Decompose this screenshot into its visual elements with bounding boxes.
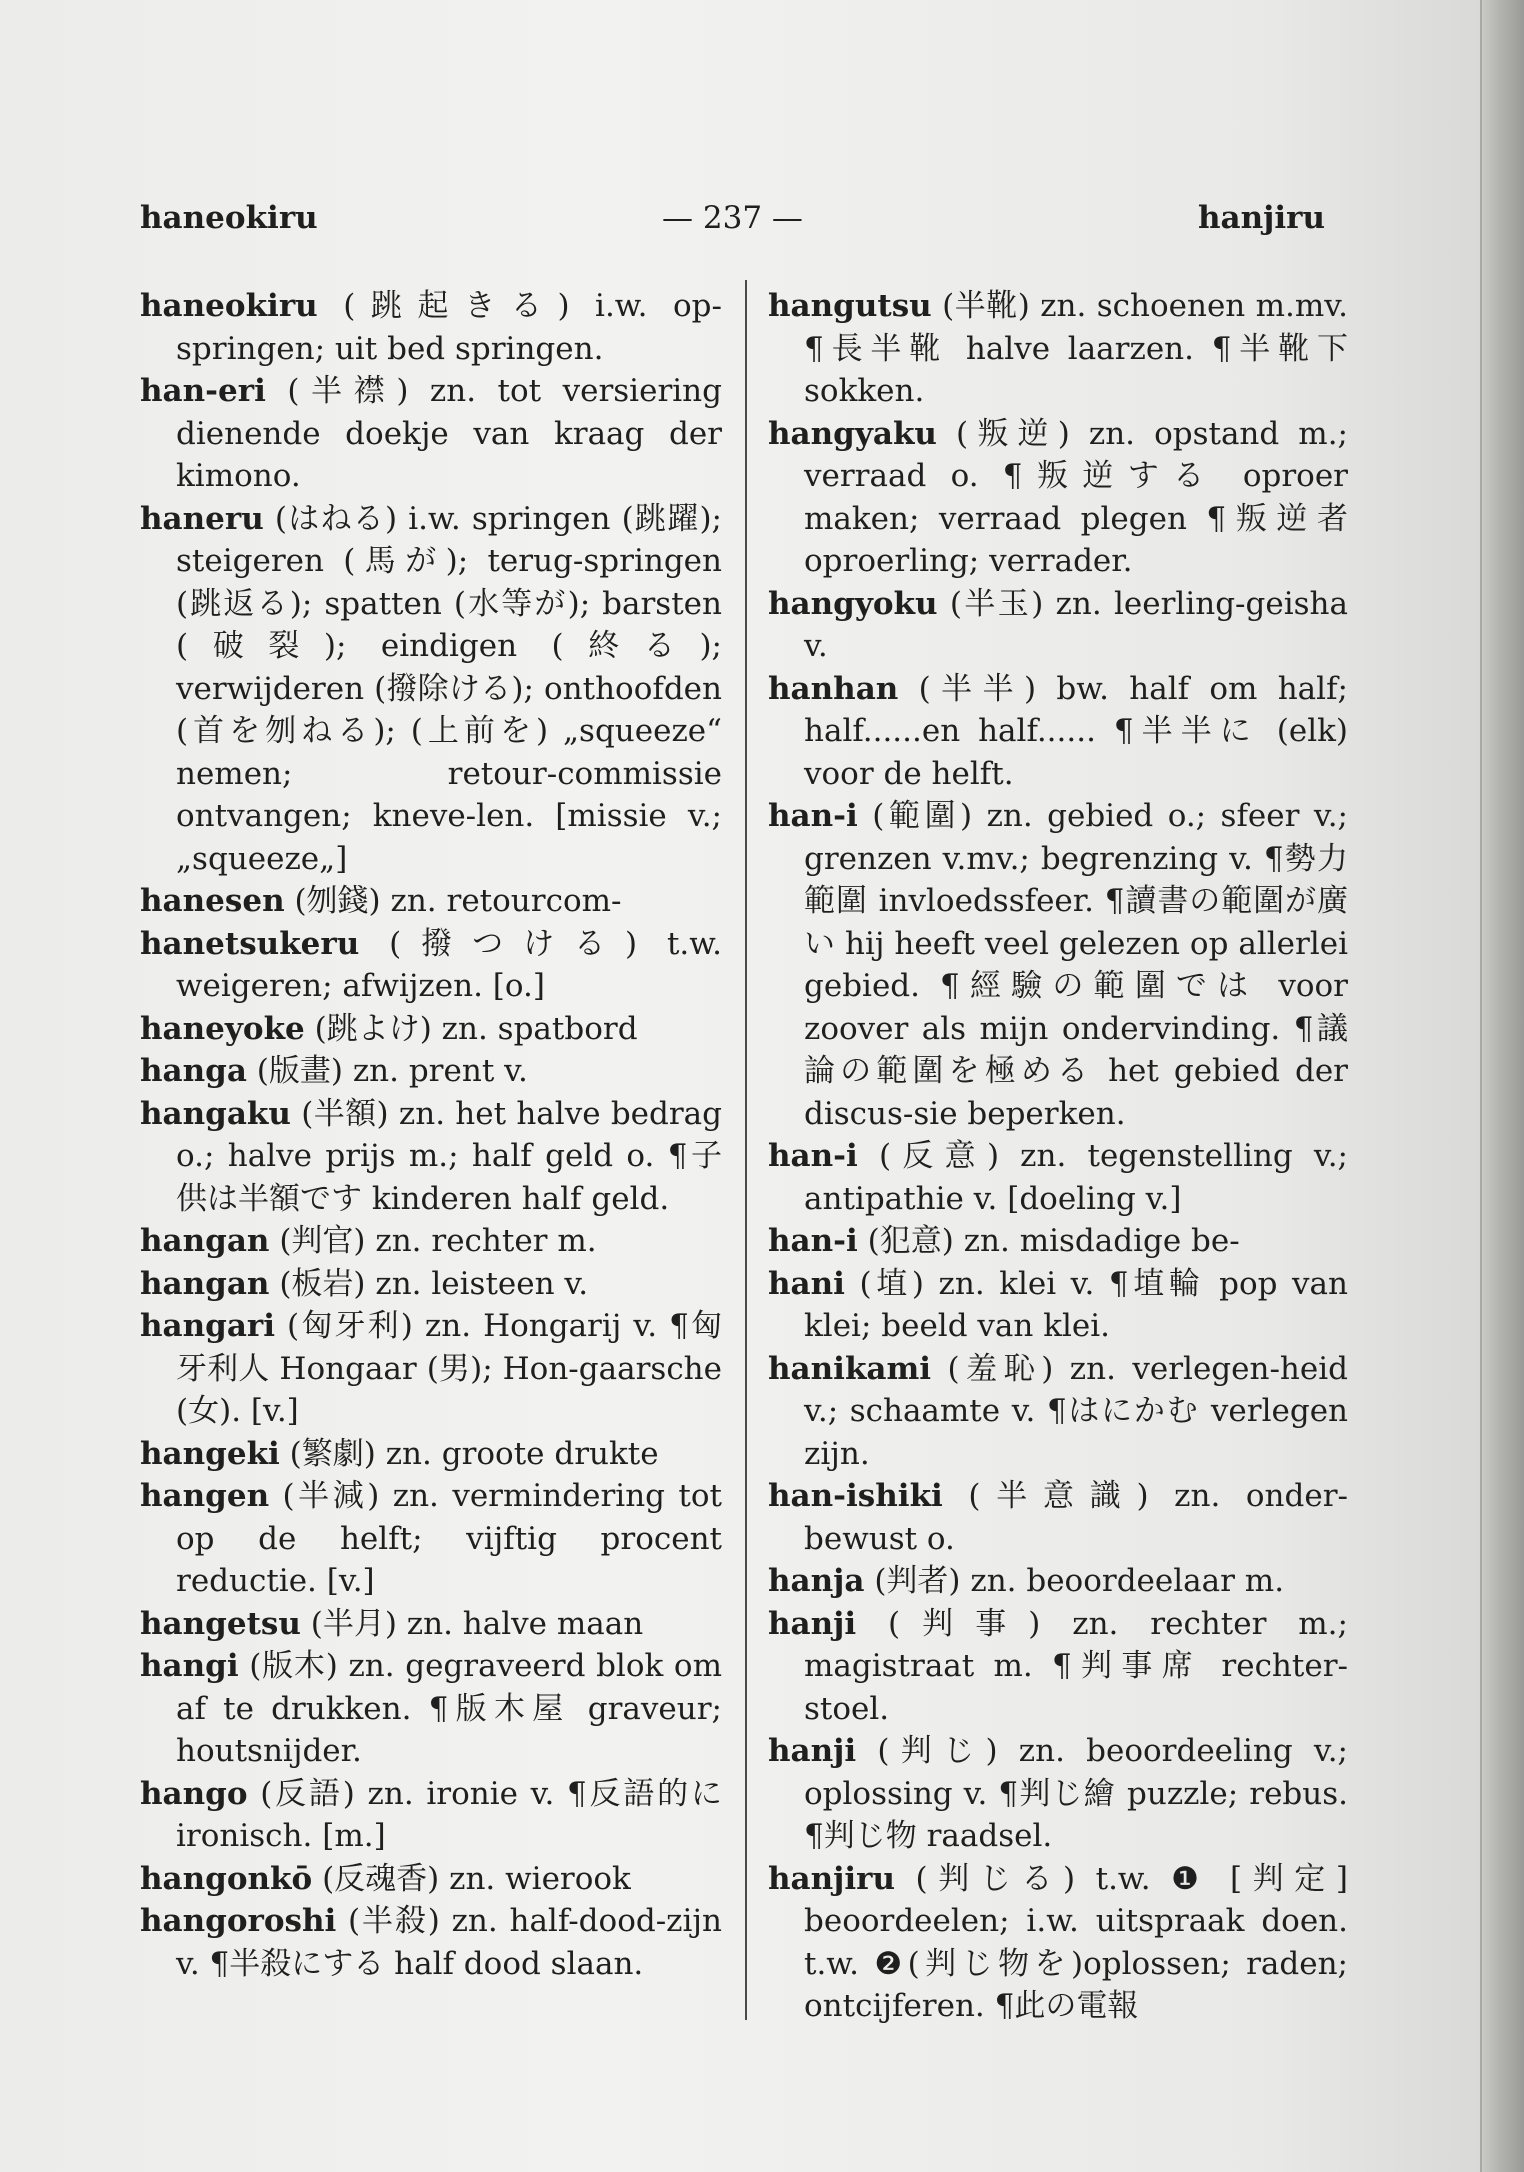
- headword: haneokiru: [140, 288, 318, 324]
- running-head: [140, 200, 1325, 250]
- entry-hangari: hangari (匈牙利) zn. Hongarij v. ¶匈牙利人 Hongaar (男); Hon-gaarsche (女). [v.]: [140, 1308, 722, 1429]
- entry-hanesen: hanesen (刎錢) zn. retourcom-: [140, 883, 622, 919]
- headword: hangen: [140, 1478, 270, 1514]
- entry-han-i-3: han-i (犯意) zn. misdadige be-: [768, 1223, 1240, 1259]
- entry-han-eri: han-eri (半襟) zn. tot versiering dienende doekje van kraag der kimono.: [140, 373, 722, 494]
- entry-hangonko: hangonkō (反魂香) zn. wierook: [140, 1860, 631, 1897]
- page-number: — 237 —: [662, 200, 803, 236]
- headword: hanji: [768, 1605, 857, 1642]
- headword: han-ishiki: [768, 1478, 943, 1514]
- headword: han-i: [768, 798, 858, 834]
- right-column: [768, 285, 1348, 2028]
- entry-hango: hango (反語) zn. ironie v. ¶反語的に ironisch. [m.]: [140, 1775, 722, 1854]
- headword: hanesen: [140, 883, 285, 919]
- headword: hanja: [768, 1563, 865, 1599]
- headword: hanji: [768, 1733, 857, 1769]
- entry-hangoroshi: hangoroshi (半殺) zn. half-dood-zijn v. ¶半殺にする half dood slaan.: [140, 1903, 722, 1982]
- headword: hangi: [140, 1648, 239, 1684]
- entry-hangi: hangi (版木) zn. gegraveerd blok om af te drukken. ¶版木屋 graveur; houtsnijder.: [140, 1648, 722, 1769]
- entry-han-ishiki: han-ishiki (半意識) zn. onder-bewust o.: [768, 1478, 1348, 1557]
- entry-hangan-1: hangan (判官) zn. rechter m.: [140, 1223, 597, 1259]
- entry-hangan-2: hangan (板岩) zn. leisteen v.: [140, 1265, 589, 1302]
- headword: han-i: [768, 1138, 858, 1174]
- headword: hani: [768, 1265, 845, 1302]
- column-divider: [745, 280, 747, 2020]
- headword: hangan: [140, 1223, 270, 1259]
- headword: han-eri: [140, 373, 266, 409]
- headword: hangoroshi: [140, 1903, 337, 1939]
- headword: hangetsu: [140, 1605, 301, 1642]
- entry-hangyoku: hangyoku (半玉) zn. leerling-geisha v.: [768, 585, 1348, 664]
- entry-hani: hani (埴) zn. klei v. ¶埴輪 pop van klei; beeld van klei.: [768, 1265, 1348, 1344]
- guide-word-left: haneokiru: [140, 200, 318, 236]
- guide-word-right: hanjiru: [1197, 200, 1325, 236]
- headword: hangan: [140, 1265, 270, 1302]
- headword: hangaku: [140, 1095, 291, 1132]
- entry-hanji-2: hanji (判じ) zn. beoordeeling v.; oplossing v. ¶判じ繪 puzzle; rebus. ¶判じ物 raadsel.: [768, 1733, 1348, 1854]
- entry-hangetsu: hangetsu (半月) zn. halve maan: [140, 1605, 644, 1642]
- headword: han-i: [768, 1223, 858, 1259]
- headword: haneru: [140, 500, 264, 537]
- entry-hanjiru: hanjiru (判じる) t.w. ❶ [判定] beoordeelen; i.w. uitspraak doen. t.w. ❷(判じ物を)oplossen; raden; ontcijferen. ¶此の電報: [768, 1860, 1348, 2024]
- headword: hanga: [140, 1053, 247, 1089]
- headword: haneyoke: [140, 1010, 305, 1047]
- entry-hanga: hanga (版畫) zn. prent v.: [140, 1053, 528, 1089]
- headword: hanjiru: [768, 1860, 896, 1897]
- entry-hanja: hanja (判者) zn. beoordeelaar m.: [768, 1563, 1285, 1599]
- headword: hangyoku: [768, 585, 938, 622]
- headword: hangyaku: [768, 415, 937, 452]
- entry-hanikami: hanikami (羞恥) zn. verlegen-heid v.; schaamte v. ¶はにかむ verlegen zijn.: [768, 1350, 1348, 1472]
- headword: hangutsu: [768, 288, 932, 324]
- entry-haneru: haneru (はねる) i.w. springen (跳躍); steigeren (馬が); terug-springen (跳返る); spatten (水等が); barsten (破裂); eindigen (終る); verwijderen (撥除ける); onthoofden (首を刎ねる); (上前を) „squeeze“ nemen; retour-commissie ontvangen; kneve-len. [missie v.; „squeeze„]: [140, 500, 722, 877]
- left-column: [140, 285, 722, 1985]
- headword: hangonkō: [140, 1860, 313, 1897]
- page-edge: [1480, 0, 1524, 2172]
- entry-hangen: hangen (半減) zn. vermindering tot op de helft; vijftig procent reductie. [v.]: [140, 1478, 722, 1599]
- entry-hangeki: hangeki (繁劇) zn. groote drukte: [140, 1435, 659, 1472]
- headword: hanhan: [768, 670, 899, 707]
- headword: hangari: [140, 1308, 276, 1344]
- entry-haneokiru: haneokiru (跳起きる) i.w. op-springen; uit bed springen.: [140, 288, 722, 367]
- headword: hanetsukeru: [140, 925, 360, 962]
- headword: hanikami: [768, 1350, 932, 1387]
- entry-han-i-1: han-i (範圍) zn. gebied o.; sfeer v.; grenzen v.mv.; begrenzing v. ¶勢力範圍 invloedssfeer. ¶讀書の範圍が廣い hij heeft veel gelezen op allerlei gebied. ¶經驗の範圍では voor zoover als mijn ondervinding. ¶議論の範圍を極める het gebied der discus-sie beperken.: [768, 798, 1348, 1132]
- entry-hanetsukeru: hanetsukeru (撥つける) t.w. weigeren; afwijzen. [o.]: [140, 925, 722, 1004]
- headword: hango: [140, 1775, 248, 1812]
- entry-hanji-1: hanji (判事) zn. rechter m.; magistraat m. ¶判事席 rechter-stoel.: [768, 1605, 1348, 1727]
- entry-hangutsu: hangutsu (半靴) zn. schoenen m.mv. ¶長半靴 halve laarzen. ¶半靴下 sokken.: [768, 288, 1348, 409]
- entry-haneyoke: haneyoke (跳よけ) zn. spatbord: [140, 1010, 638, 1047]
- entry-hanhan: hanhan (半半) bw. half om half; half......en half...... ¶半半に (elk) voor de helft.: [768, 670, 1348, 792]
- headword: hangeki: [140, 1435, 280, 1472]
- entry-han-i-2: han-i (反意) zn. tegenstelling v.; antipathie v. [doeling v.]: [768, 1138, 1348, 1217]
- entry-hangaku: hangaku (半額) zn. het halve bedrag o.; halve prijs m.; half geld o. ¶子供は半額です kinderen half geld.: [140, 1095, 722, 1217]
- entry-hangyaku: hangyaku (叛逆) zn. opstand m.; verraad o. ¶叛逆する oproer maken; verraad plegen ¶叛逆者 oproerling; verrader.: [768, 415, 1348, 579]
